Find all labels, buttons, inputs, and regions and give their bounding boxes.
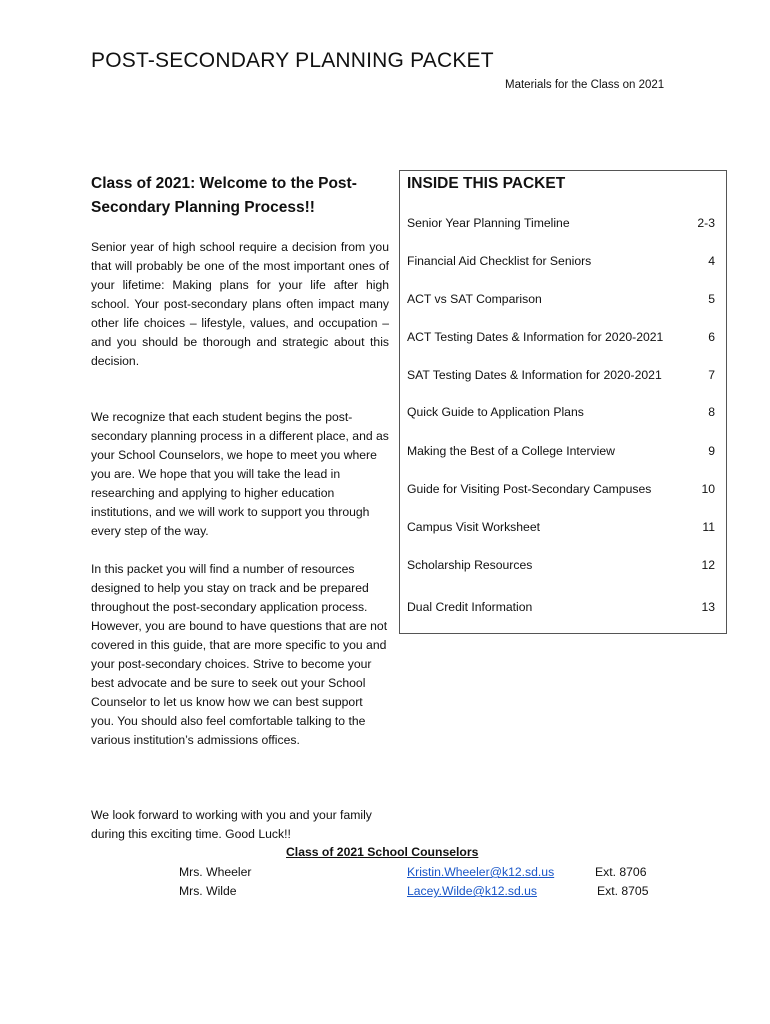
counselor-extension: Ext. 8706 bbox=[595, 865, 647, 879]
toc-item-label: Dual Credit Information bbox=[407, 600, 533, 614]
toc-item bbox=[407, 330, 715, 344]
toc-item-label: Guide for Visiting Post-Secondary Campuses bbox=[407, 482, 652, 496]
welcome-paragraph-2: We recognize that each student begins the post-secondary planning process in a different place, and as your School Counselors, we hope to meet you where you are. We hope that you will take the lead in researching and applying to higher education institutions, and we will work to support you through every step of the way. bbox=[91, 410, 389, 538]
toc-item-label: Financial Aid Checklist for Seniors bbox=[407, 254, 592, 268]
toc-item bbox=[407, 254, 715, 268]
toc-item-page: 6 bbox=[708, 330, 715, 344]
welcome-paragraph-4: We look forward to working with you and your family during this exciting time. Good Luck!! bbox=[91, 808, 372, 841]
toc-item-page: 8 bbox=[708, 405, 715, 419]
toc-item bbox=[407, 558, 715, 572]
toc-item-page: 10 bbox=[701, 482, 715, 496]
toc-item bbox=[407, 216, 715, 230]
welcome-section bbox=[91, 172, 389, 841]
counselor-email-link[interactable]: Lacey.Wilde@k12.sd.us bbox=[407, 884, 538, 898]
counselor-extension: Ext. 8705 bbox=[597, 884, 649, 898]
toc-item bbox=[407, 482, 715, 496]
toc-item-page: 12 bbox=[701, 558, 715, 572]
table-of-contents bbox=[399, 170, 727, 634]
toc-item-page: 2-3 bbox=[697, 216, 715, 230]
toc-item-label: Scholarship Resources bbox=[407, 558, 533, 572]
counselors-heading: Class of 2021 School Counselors bbox=[286, 845, 479, 859]
welcome-paragraph-3: In this packet you will find a number of resources designed to help you stay on track and be prepared throughout the post-secondary application process. However, you are bound to have questions that are not covered in this guide, that are more specific to you and your post-secondary choices. Strive to become your best advocate and be sure to seek out your School Counselor to let us know how we can best support you. You should also feel comfortable talking to the various institution’s admissions offices. bbox=[91, 562, 388, 747]
counselor-email-link[interactable]: Kristin.Wheeler@k12.sd.us bbox=[407, 865, 555, 879]
toc-item bbox=[407, 520, 715, 534]
toc-item bbox=[407, 405, 715, 419]
toc-item bbox=[407, 368, 715, 382]
toc-item-label: ACT Testing Dates & Information for 2020-2021 bbox=[407, 330, 664, 344]
toc-item-label: Quick Guide to Application Plans bbox=[407, 405, 584, 419]
toc-item-page: 7 bbox=[708, 368, 715, 382]
page-title: POST-SECONDARY PLANNING PACKET bbox=[91, 49, 494, 72]
counselor-name: Mrs. Wheeler bbox=[179, 865, 252, 879]
toc-item-page: 11 bbox=[702, 520, 715, 534]
toc-item bbox=[407, 292, 715, 306]
welcome-paragraph-1: Senior year of high school require a decision from you that will probably be one of the most important ones of your lifetime: Making plans for your life after high school. Your post-secondary plans often impact many other life choices – lifestyle, values, and occupation – and you should be thorough and strategic about this decision. bbox=[91, 240, 389, 368]
toc-item bbox=[407, 600, 715, 614]
toc-item-page: 13 bbox=[701, 600, 715, 614]
toc-item bbox=[407, 444, 715, 458]
toc-heading: INSIDE THIS PACKET bbox=[407, 175, 566, 192]
toc-item-label: Senior Year Planning Timeline bbox=[407, 216, 570, 230]
page-subtitle: Materials for the Class on 2021 bbox=[505, 79, 665, 91]
toc-item-page: 9 bbox=[708, 444, 715, 458]
toc-item-label: Campus Visit Worksheet bbox=[407, 520, 540, 534]
toc-item-label: Making the Best of a College Interview bbox=[407, 444, 615, 458]
toc-item-page: 4 bbox=[708, 254, 715, 268]
welcome-heading: Class of 2021: Welcome to the Post-Secondary Planning Process!! bbox=[91, 175, 357, 216]
counselor-name: Mrs. Wilde bbox=[179, 884, 237, 898]
toc-item-label: ACT vs SAT Comparison bbox=[407, 292, 542, 306]
toc-item-label: SAT Testing Dates & Information for 2020-2021 bbox=[407, 368, 662, 382]
toc-item-page: 5 bbox=[708, 292, 715, 306]
